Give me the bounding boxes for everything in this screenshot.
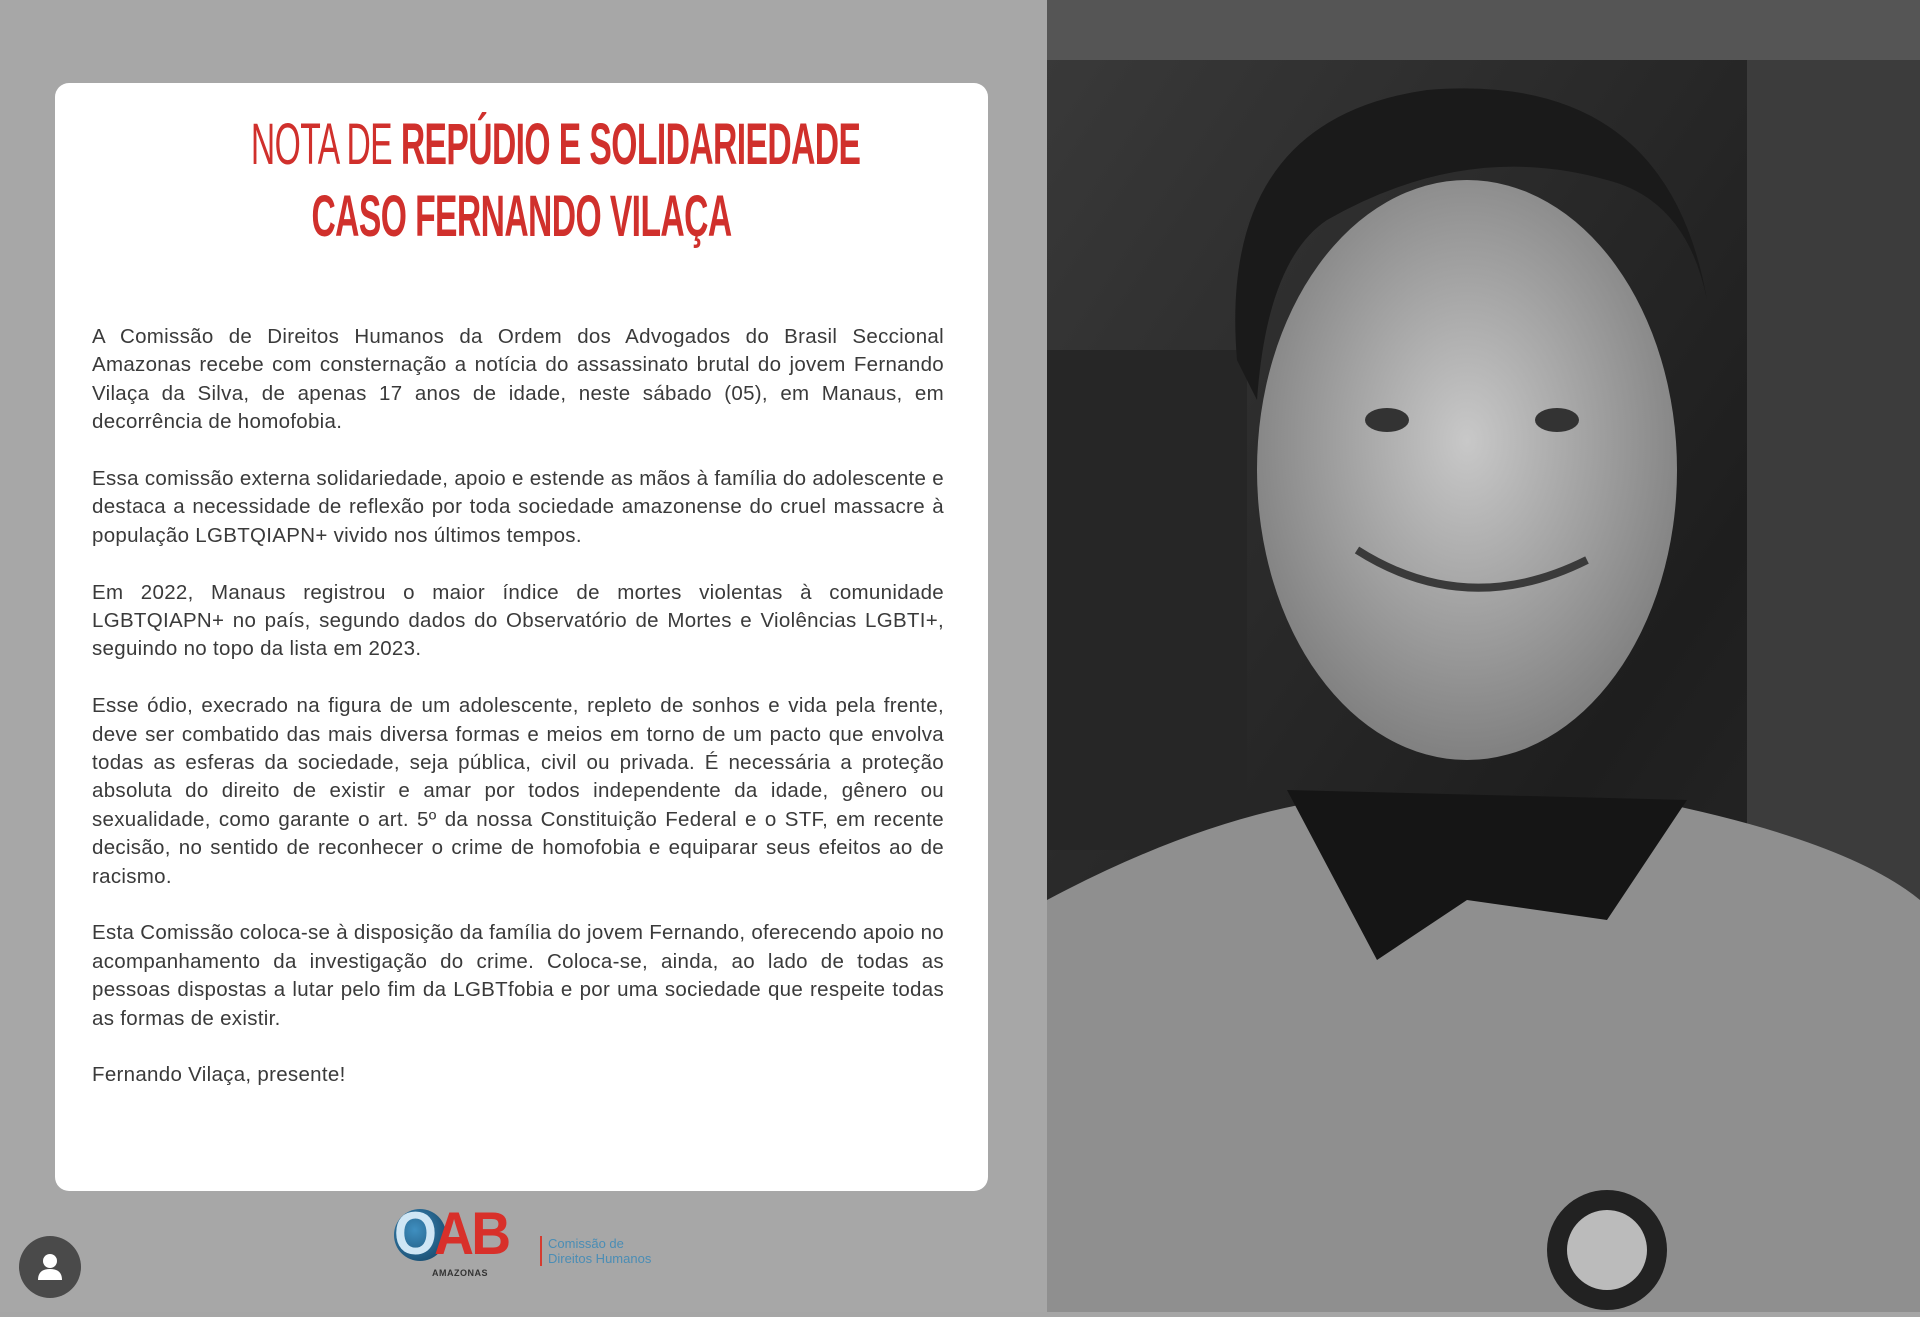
paragraph: Esse ódio, execrado na figura de um adolescente, repleto de sonhos e vida pela frente, deve ser combatido das mais diversa formas e meios em torno de um pacto que envolva todas as esferas da sociedade, seja pública, civil ou privada. É necessária a proteção absoluta do direito de existir e amar por todos independente da idade, gênero ou sexualidade, como garante o art. 5º da nossa Constituição Federal e o STF, em recente decisão, no sentido de reconhecer o crime de homofobia e equiparar seus efeitos ao de racismo. — [92, 694, 944, 888]
paragraph-closing: Fernando Vilaça, presente! — [92, 1063, 346, 1087]
logo-commission-line2: Direitos Humanos — [548, 1251, 652, 1266]
title-prefix: NOTA DE — [250, 112, 401, 177]
paragraph: A Comissão de Direitos Humanos da Ordem dos Advogados do Brasil Seccional Amazonas recebe com consternação a notícia do assassinato brutal do jovem Fernando Vilaça da Silva, de apenas 17 anos de idade, neste sábado (05), em Manaus, em decorrência de homofobia. — [92, 325, 944, 434]
title-case: CASO FERNANDO VILAÇA — [311, 184, 732, 249]
user-icon — [37, 1253, 63, 1281]
victim-photo — [1047, 0, 1920, 1312]
profile-avatar-button[interactable] — [19, 1236, 81, 1298]
statement-title — [55, 109, 988, 253]
paragraph: Essa comissão externa solidariedade, apoio e estende as mãos à família do adolescente e destaca a necessidade de reflexão por toda sociedade amazonense do cruel massacre à população LGBTQIAPN+ vivido nos últimos tempos. — [92, 467, 944, 547]
logo-commission — [540, 1236, 651, 1266]
statement-body — [92, 323, 944, 1118]
statement-card — [55, 83, 988, 1191]
oab-logo-text: OAB — [394, 1200, 509, 1267]
oab-logo — [392, 1200, 662, 1281]
paragraph: Em 2022, Manaus registrou o maior índice de mortes violentas à comunidade LGBTQIAPN+ no país, segundo dados do Observatório de Mortes e Violências LGBTI+, seguindo no topo da lista em 2023. — [92, 580, 944, 661]
portrait-image — [1047, 0, 1920, 1312]
logo-commission-line1: Comissão de — [548, 1236, 624, 1251]
title-main: REPÚDIO E SOLIDARIEDADE — [400, 112, 861, 177]
paragraph: Esta Comissão coloca-se à disposição da família do jovem Fernando, oferecendo apoio no acompanhamento da investigação do crime. Coloca-se, ainda, ao lado de todas as pessoas dispostas a lutar pelo fim da LGBTfobia e por uma sociedade que respeite todas as formas de existir. — [92, 921, 944, 1030]
logo-region: AMAZONAS — [432, 1268, 488, 1278]
